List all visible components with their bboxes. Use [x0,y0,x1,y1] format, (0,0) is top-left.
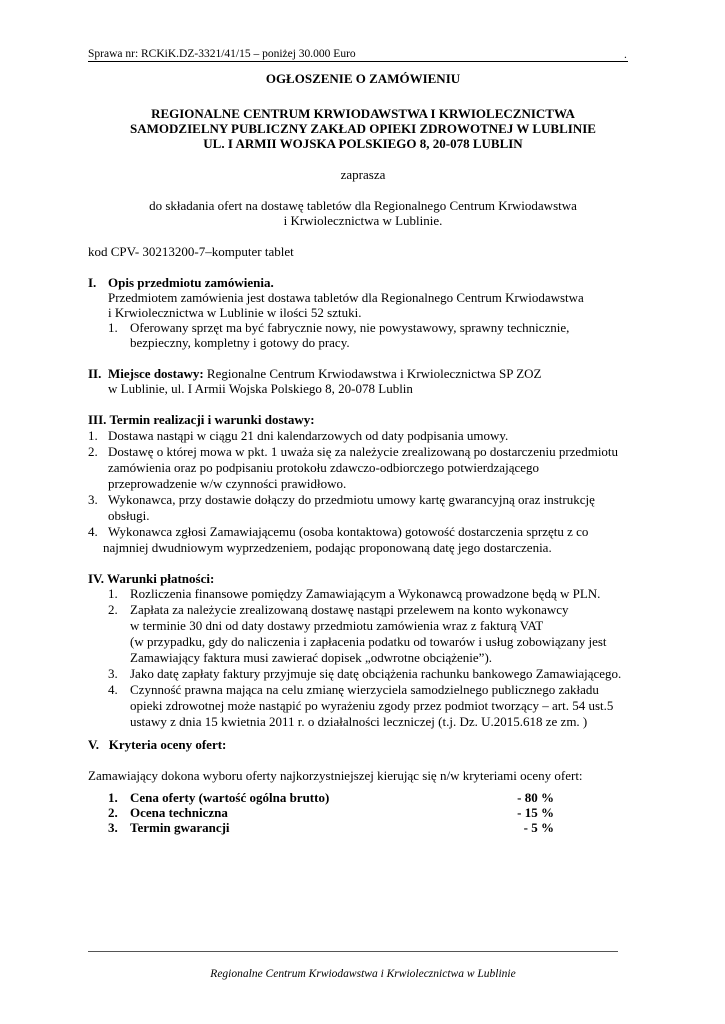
section-2-number: II. [88,366,102,381]
section-4-item-2-number: 2. [108,602,118,617]
org-line-3: UL. I ARMII WOJSKA POLSKIEGO 8, 20-078 LUBLIN [203,136,523,151]
offer-line-1: do składania ofert na dostawę tabletów dla Regionalnego Centrum Krwiodawstwa [149,198,577,213]
criterion-number: 3. [108,820,118,835]
org-line-2: SAMODZIELNY PUBLICZNY ZAKŁAD OPIEKI ZDROWOTNEJ W LUBLINIE [130,121,596,136]
section-2-line-1 [108,366,541,382]
case-reference: Sprawa nr: RCKiK.DZ-3321/41/15 – poniżej 30.000 Euro [88,48,356,60]
document-title: OGŁOSZENIE O ZAMÓWIENIU [265,71,461,86]
criterion-row [0,790,725,806]
section-3-item-1: Dostawa nastąpi w ciągu 21 dni kalendarzowych od daty podpisania umowy. [108,428,509,443]
section-2-heading: Miejsce dostawy: [108,366,204,381]
criterion-label: Termin gwarancji [130,820,230,835]
section-4-item-1-number: 1. [108,586,118,601]
section-4-item-4-number: 4. [108,682,118,697]
section-1-text-2: i Krwiolecznictwa w Lublinie w ilości 52 sztuki. [108,305,362,320]
section-3-item-4b: najmniej dwudniowym wyprzedzeniem, podając proponowaną datę jego dostarczenia. [103,540,552,555]
section-3-heading: III. Termin realizacji i warunki dostawy: [88,412,315,427]
section-3-item-4a: Wykonawca zgłosi Zamawiającemu (osoba kontaktowa) gotowość dostarczenia sprzętu z co [108,524,589,539]
footer-text: Regionalne Centrum Krwiodawstwa i Krwiolecznictwa w Lublinie [210,968,516,980]
section-2-address-1: Regionalne Centrum Krwiodawstwa i Krwiolecznictwa SP ZOZ [203,366,542,381]
criterion-row [0,805,725,821]
section-4-item-2d: Zamawiający faktura musi zawierać dopisek „odwrotne obciążenie”). [130,650,493,665]
section-5-heading: V. Kryteria oceny ofert: [88,737,227,752]
section-3-item-3a: Wykonawca, przy dostawie dołączy do przedmiotu umowy kartę gwarancyjną oraz instrukcję [108,492,595,507]
section-5-intro: Zamawiający dokona wyboru oferty najkorzystniejszej kierując się n/w kryteriami oceny ofert: [88,768,583,783]
section-3-item-2-number: 2. [88,444,98,459]
criterion-value: - 5 % [523,820,554,835]
section-4-item-3-number: 3. [108,666,118,681]
section-3-item-4-number: 4. [88,524,98,539]
section-1-text-1: Przedmiotem zamówienia jest dostawa tabletów dla Regionalnego Centrum Krwiodawstwa [108,290,584,305]
offer-line-2: i Krwiolecznictwa w Lublinie. [283,213,443,228]
criterion-number: 2. [108,805,118,820]
section-4-heading: IV. Warunki płatności: [88,571,215,586]
section-1-item-number: 1. [108,320,118,335]
criterion-value: - 80 % [517,790,554,805]
section-4-item-4c: ustawy z dnia 15 kwietnia 2011 r. o działalności leczniczej (t.j. Dz. U.2015.618 ze zm. ) [130,714,588,729]
section-4-item-1: Rozliczenia finansowe pomiędzy Zamawiającym a Wykonawcą prowadzone będą w PLN. [130,586,601,601]
section-1-item-text-2: bezpieczny, kompletny i gotowy do pracy. [130,335,350,350]
section-3-item-1-number: 1. [88,428,98,443]
header-dot: . [624,49,627,61]
footer-rule [88,951,618,952]
section-4-item-2c: (w przypadku, gdy do naliczenia i zapłacenia podatku od towarów i usług zobowiązany jest [130,634,607,649]
cpv-code: kod CPV- 30213200-7–komputer tablet [88,244,294,259]
section-4-item-3: Jako datę zapłaty faktury przyjmuje się datę obciążenia rachunku bankowego Zamawiającego. [130,666,622,681]
section-3-item-2a: Dostawę o której mowa w pkt. 1 uważa się za należycie zrealizowaną po dostarczeniu przedmiotu [108,444,619,459]
section-3-item-2c: przeprowadzenie w/w czynności prawidłowo. [108,476,347,491]
criterion-number: 1. [108,790,118,805]
section-1-item-text-1: Oferowany sprzęt ma być fabrycznie nowy, nie powystawowy, sprawny technicznie, [130,320,570,335]
invite-text: zaprasza [340,167,386,182]
criterion-row [0,820,725,836]
criterion-label: Ocena techniczna [130,805,228,820]
section-4-item-4a: Czynność prawna mająca na celu zmianę wierzyciela samodzielnego publicznego zakładu [130,682,599,697]
criterion-value: - 15 % [517,805,554,820]
section-4-item-2b: w terminie 30 dni od daty dostawy przedmiotu zamówienia wraz z fakturą VAT [130,618,544,633]
section-2-address-2: w Lublinie, ul. I Armii Wojska Polskiego 8, 20-078 Lublin [108,381,413,396]
criterion-label: Cena oferty (wartość ogólna brutto) [130,790,330,805]
section-3-item-2b: zamówienia oraz po podpisaniu protokołu zdawczo-odbiorczego potwierdzającego [108,460,539,475]
header-rule [88,61,628,62]
section-3-item-3b: obsługi. [108,508,150,523]
section-3-item-3-number: 3. [88,492,98,507]
org-line-1: REGIONALNE CENTRUM KRWIODAWSTWA I KRWIOLECZNICTWA [151,106,575,121]
section-4-item-2a: Zapłata za należycie zrealizowaną dostawę nastąpi przelewem na konto wykonawcy [130,602,569,617]
section-4-item-4b: opieki zdrowotnej może nastąpić po wyrażeniu zgody przez podmiot tworzący – art. 54 ust.5 [130,698,614,713]
section-1-number: I. [88,275,97,290]
section-1-heading: Opis przedmiotu zamówienia. [108,275,274,290]
